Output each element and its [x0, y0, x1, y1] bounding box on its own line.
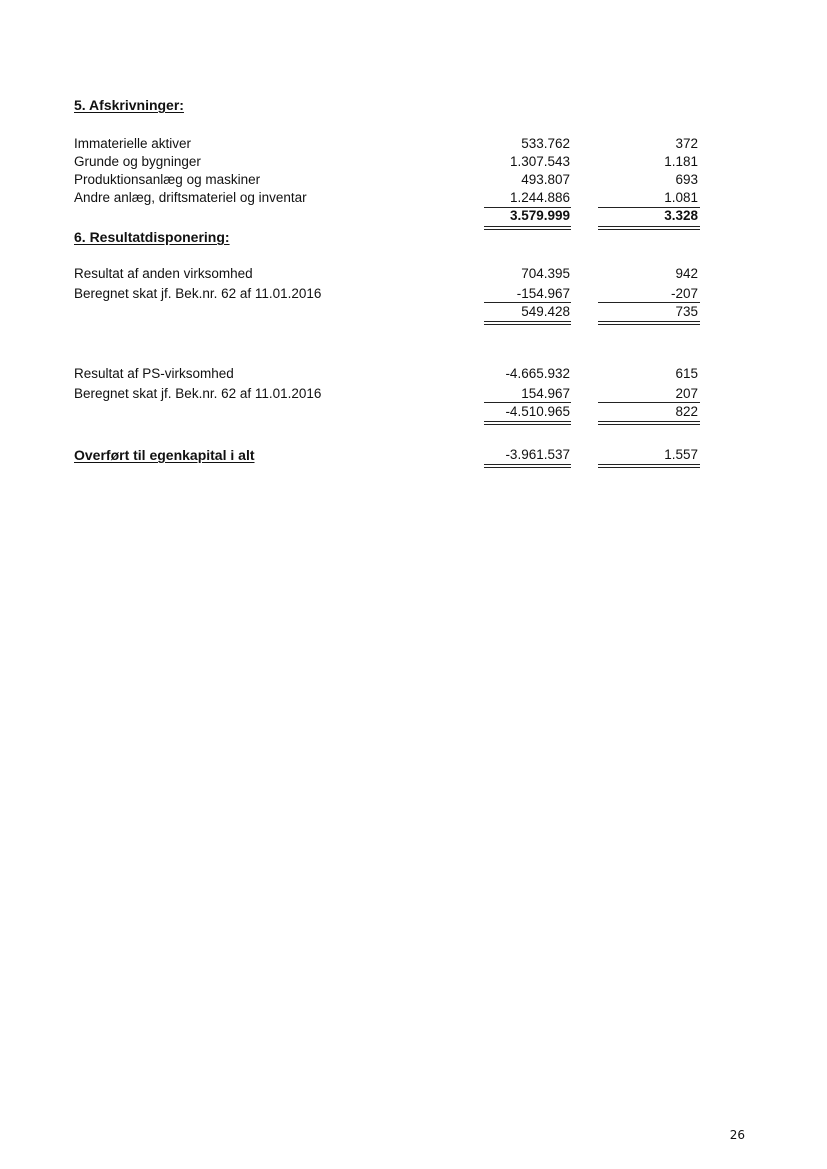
row-label-produktionsanlaeg: Produktionsanlæg og maskiner — [74, 172, 261, 187]
row-value-prior: 207 — [675, 386, 698, 401]
grand-total-value-current: -3.961.537 — [505, 447, 570, 462]
row-label-resultat-anden-virksomhed: Resultat af anden virksomhed — [74, 266, 253, 281]
total-double-rule — [598, 226, 700, 227]
row-value-current: 1.244.886 — [509, 190, 570, 205]
subtotal-value-current: -4.510.965 — [505, 404, 570, 419]
row-label-grunde-og-bygninger: Grunde og bygninger — [74, 154, 201, 169]
row-value-current: 704.395 — [521, 266, 570, 281]
grand-total-double-rule — [598, 464, 700, 465]
row-label-andre-anlaeg: Andre anlæg, driftsmateriel og inventar — [74, 190, 307, 205]
row-value-prior: 942 — [675, 266, 698, 281]
row-label-resultat-ps-virksomhed: Resultat af PS-virksomhed — [74, 366, 234, 381]
subtotal-rule — [484, 402, 571, 403]
subtotal-rule — [598, 402, 700, 403]
row-value-current: 533.762 — [521, 136, 570, 151]
row-value-current: 493.807 — [521, 172, 570, 187]
subtotal-rule — [484, 302, 571, 303]
row-value-current: 154.967 — [521, 386, 570, 401]
row-value-prior: 615 — [675, 366, 698, 381]
subtotal-double-rule — [484, 421, 571, 422]
row-value-prior: 1.181 — [664, 154, 698, 169]
total-double-rule — [484, 226, 571, 227]
total-double-rule — [598, 229, 700, 230]
row-value-current: -154.967 — [516, 286, 570, 301]
subtotal-value-current: 549.428 — [521, 304, 570, 319]
row-label-beregnet-skat: Beregnet skat jf. Bek.nr. 62 af 11.01.2016 — [74, 286, 322, 301]
subtotal-double-rule — [484, 321, 571, 322]
row-label-beregnet-skat: Beregnet skat jf. Bek.nr. 62 af 11.01.2016 — [74, 386, 322, 401]
grand-total-value-prior: 1.557 — [664, 447, 698, 462]
subtotal-value-prior: 822 — [675, 404, 698, 419]
row-value-current: -4.665.932 — [505, 366, 570, 381]
row-value-prior: 372 — [675, 136, 698, 151]
row-value-prior: 1.081 — [664, 190, 698, 205]
subtotal-double-rule — [598, 321, 700, 322]
row-label-immaterielle-aktiver: Immaterielle aktiver — [74, 136, 192, 151]
subtotal-double-rule — [598, 421, 700, 422]
total-value-current: 3.579.999 — [509, 208, 570, 223]
section-heading-afskrivninger: 5. Afskrivninger: — [74, 97, 184, 113]
grand-total-label: Overført til egenkapital i alt — [74, 447, 255, 463]
grand-total-double-rule — [484, 467, 571, 468]
subtotal-rule — [598, 302, 700, 303]
subtotal-double-rule — [484, 424, 571, 425]
row-value-current: 1.307.543 — [509, 154, 570, 169]
page-number: 26 — [729, 1128, 745, 1142]
section-heading-resultatdisponering: 6. Resultatdisponering: — [74, 229, 230, 245]
subtotal-double-rule — [598, 324, 700, 325]
subtotal-double-rule — [598, 424, 700, 425]
subtotal-double-rule — [484, 324, 571, 325]
total-value-prior: 3.328 — [664, 208, 698, 223]
grand-total-double-rule — [484, 464, 571, 465]
row-value-prior: 693 — [675, 172, 698, 187]
subtotal-value-prior: 735 — [675, 304, 698, 319]
total-double-rule — [484, 229, 571, 230]
row-value-prior: -207 — [670, 286, 698, 301]
grand-total-double-rule — [598, 467, 700, 468]
